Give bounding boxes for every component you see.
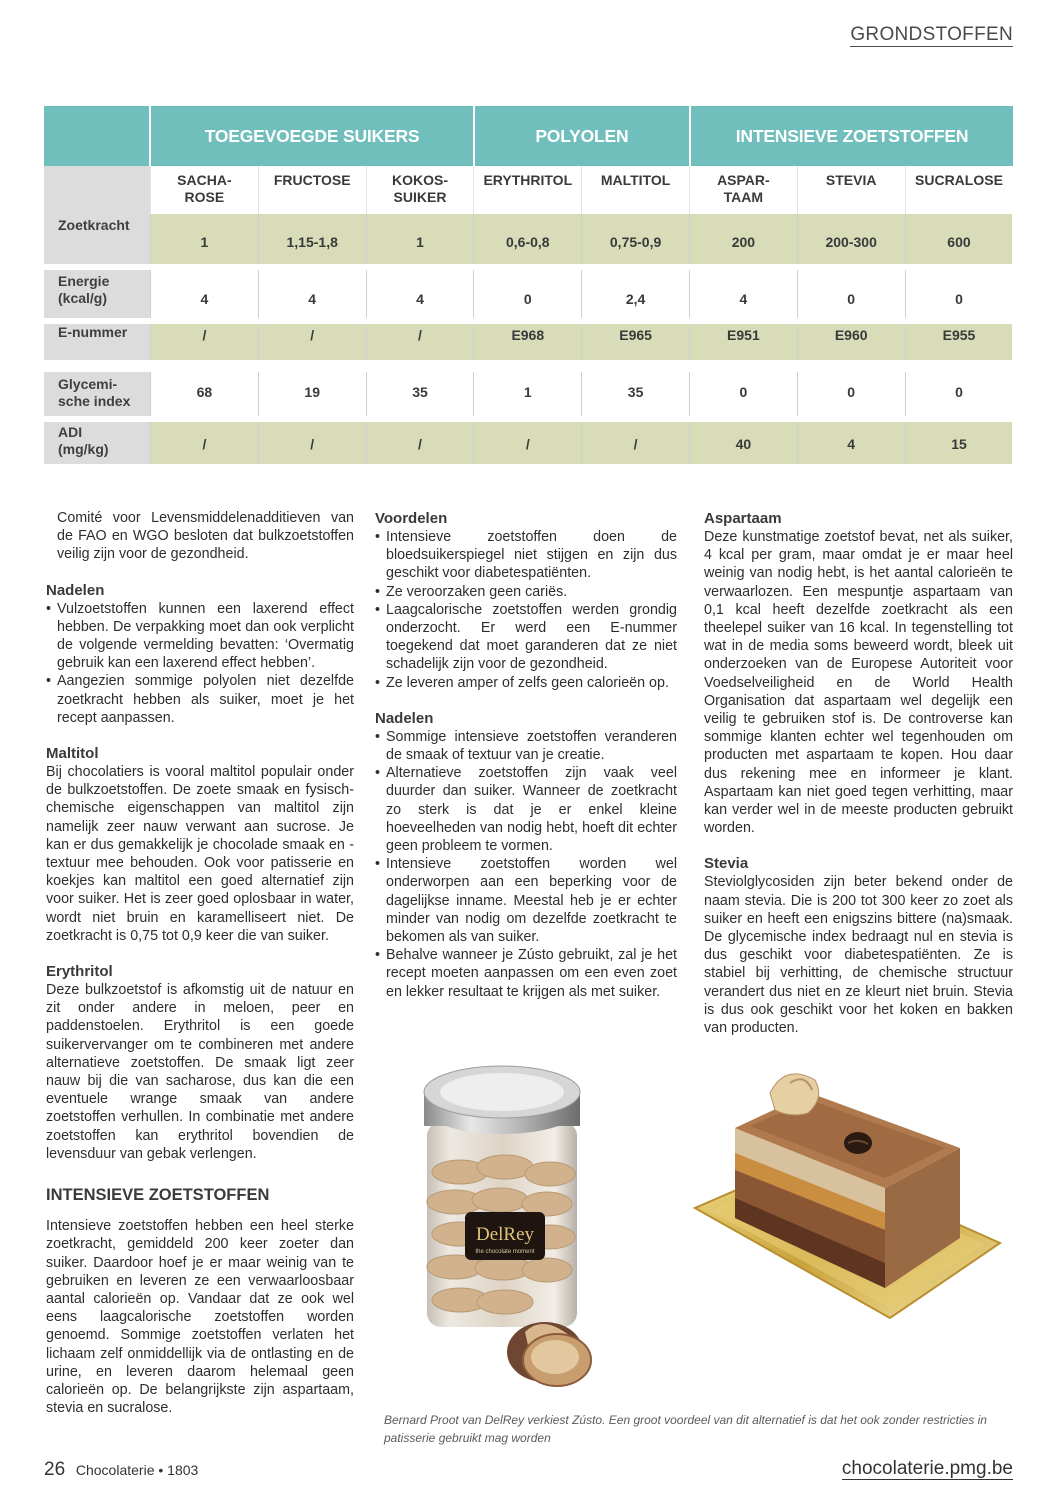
table-cell: / [150,324,258,360]
heading-intensieve-zoetstoffen: INTENSIEVE ZOETSTOFFEN [46,1186,270,1205]
heading-aspartaam: Aspartaam [704,510,782,527]
section-label: GRONDSTOFFEN [850,24,1013,45]
table-cell: 35 [366,372,474,416]
table-cell: / [258,324,366,360]
heading-maltitol: Maltitol [46,745,99,763]
list-item: • Aangezien sommige polyolen niet dezelfde zoetkracht hebben als suiker, moet je het recept aanpassen. [46,672,354,727]
table-cell: / [258,422,366,464]
column-header: FRUCTOSE [258,166,366,214]
stevia-paragraph: Steviolglycosiden zijn beter bekend onder de naam stevia. Die is 200 tot 300 keer zo zoet als suiker en heeft een enigszins bittere (na)smaak. De glycemische index bedraagt nul en stevia is dus geschikt voor diabetespatiënten. Ze is stabiel bij verhitting, de chemische structuur verandert dus niet en ze kleurt niet bruin. Stevia is dus ook geschikt voor het koken en bakken van producten. [704,874,1013,1037]
table-cell: 15 [905,422,1013,464]
column-header: SUCRALOSE [905,166,1013,214]
list-item: • Behalve wanneer je Zústo gebruikt, zal je het recept moeten aanpassen om een even zoet en lekker resultaat te krijgen als met suiker. [375,946,677,1001]
heading-voordelen: Voordelen [375,510,448,527]
table-cell: 4 [366,270,474,318]
list-item: • Intensieve zoetstoffen worden wel onderworpen aan een beperking voor de dagelijkse inname. Meestal heb je er echter minder van nodig om dezelfde zoetkracht te bekomen als van suiker. [375,855,677,946]
table-cell: / [150,422,258,464]
footer-url-link[interactable]: chocolaterie.pmg.be [841,1458,1013,1479]
table-cell: 4 [258,270,366,318]
heading-erythritol: Erythritol [46,963,113,981]
footer-left [44,1459,198,1481]
jar-label-brand: DelRey [475,1224,535,1245]
table-cell: 200 [689,214,797,264]
page-number: 26 [44,1459,66,1480]
voordelen-list [375,528,677,692]
table-cell: 0 [797,372,905,416]
row-label: Zoetkracht [44,214,150,264]
table-column-header [44,166,1013,214]
row-label: E-nummer [44,324,150,360]
table-row [44,372,1013,416]
table-row [44,214,1013,264]
table-cell: 0 [905,270,1013,318]
table-cell: 0 [797,270,905,318]
table-cell: 1 [366,214,474,264]
table-row [44,324,1013,360]
table-row [44,422,1013,464]
heading-nadelen: Nadelen [46,581,105,599]
nadelen-list [46,600,354,727]
list-item: • Alternatieve zoetstoffen zijn vaak veel duurder dan suiker. Wanneer de zoetkracht zo sterk is dat je er enkel kleine hoeveelheden van nodig hebt, hoeft dit echter geen probleem te vormen. [375,764,677,855]
row-label: Energie (kcal/g) [44,270,150,318]
table-cell: 4 [150,270,258,318]
intro-paragraph: Comité voor Levensmiddelenadditieven van de FAO en WGO besloten dat bulkzoetstoffen veilig zijn voor de gezondheid. [57,510,354,563]
text-column-3 [704,509,1013,1037]
list-item: • Laagcalorische zoetstoffen werden grondig onderzocht. Er werd een E-nummer toegekend dat moet garanderen dat ze niet schadelijk zijn voor de gezondheid. [375,601,677,674]
table-cell: 0 [689,372,797,416]
table-cell: / [366,422,474,464]
table-cell: E968 [473,324,581,360]
column-header: KOKOS- SUIKER [366,166,474,214]
sweetener-comparison-table [44,106,1013,464]
table-cell: 4 [689,270,797,318]
table-cell: / [473,422,581,464]
jar-label-tagline: the chocolate moment [475,1249,535,1255]
column-header: STEVIA [797,166,905,214]
list-item: • Ze leveren amper of zelfs geen calorieën op. [375,674,677,692]
heading-stevia: Stevia [704,855,749,873]
heading-nadelen-2: Nadelen [375,709,434,727]
table-cell: 68 [150,372,258,416]
group-header-intense-sweeteners: INTENSIEVE ZOETSTOFFEN [689,106,1013,166]
column-header: SACHA- ROSE [150,166,258,214]
column-header: ASPAR- TAAM [689,166,797,214]
erythritol-paragraph: Deze bulkzoetstof is afkomstig uit de natuur en zit onder andere in meloen, peer en paddenstoelen. Erythritol is een goede suikervervanger om te combineren met andere alternatieve zoetstoffen. De smaak ligt zeer nauw bij die van sacharose, dus kan die een eventuele wrange smaak van andere zoetstoffen verhullen. In combinatie met andere zoetstoffen kan erythritol bovendien de levensduur van gebak verlengen. [46,982,354,1162]
maltitol-paragraph: Bij chocolatiers is vooral maltitol populair onder de bulkzoetstoffen. De zoete smaak en fysisch-chemische eigenschappen van maltitol zijn namelijk zeer nauw verwant aan sucrose. Je kan er dus gemakkelijk je chocolade smaak en -textuur mee behouden. Ook voor patisserie en koekjes kan maltitol een goed alternatief zijn voor suiker. Het is zeer goed oplosbaar in water, wordt niet bruin en karamelliseert niet. De zoetkracht is 0,75 tot 0,9 keer die van suiker. [46,764,354,944]
text-column-1 [46,509,354,1417]
row-label: Glycemi- sche index [44,372,150,416]
table-cell: 35 [581,372,689,416]
table-cell: 0,6-0,8 [473,214,581,264]
group-header-added-sugars: TOEGEVOEGDE SUIKERS [149,106,472,166]
cookie-jar-photo [405,1062,610,1392]
table-cell: 40 [689,422,797,464]
group-header-polyols: POLYOLEN [473,106,689,166]
cake-photo [690,1068,1005,1368]
table-cell: 1 [150,214,258,264]
table-cell: / [366,324,474,360]
list-item: • Intensieve zoetstoffen doen de bloedsuikerspiegel niet stijgen en zijn dus geschikt voor diabetespatiënten. [375,528,677,583]
magazine-issue: Chocolaterie • 1803 [75,1462,199,1478]
table-cell: 2,4 [581,270,689,318]
photo-caption: Bernard Proot van DelRey verkiest Zústo. Een groot voordeel van dit alternatief is dat het ook zonder restricties in patisserie gebruikt mag worden [384,1413,987,1445]
table-cell: / [581,422,689,464]
text-column-2 [375,509,677,1001]
table-cell: 19 [258,372,366,416]
table-cell: 600 [905,214,1013,264]
table-cell: 4 [797,422,905,464]
table-cell: 1 [473,372,581,416]
nadelen-list-2 [375,728,677,1001]
table-cell: 1,15-1,8 [258,214,366,264]
table-cell: 200-300 [797,214,905,264]
list-item: • Vulzoetstoffen kunnen een laxerend effect hebben. De verpakking moet dan ook verplicht de volgende vermelding bevatten: ‘Overmatig gebruik kan een laxerend effect hebben’. [46,600,354,673]
row-label: ADI (mg/kg) [44,422,150,464]
column-header: MALTITOL [581,166,689,214]
list-item: • Sommige intensieve zoetstoffen veranderen de smaak of textuur van je creatie. [375,728,677,764]
table-cell: E955 [905,324,1013,360]
table-cell: 0 [473,270,581,318]
table-cell: E951 [689,324,797,360]
aspartaam-paragraph: Deze kunstmatige zoetstof bevat, net als suiker, 4 kcal per gram, maar omdat je er maar heel weinig van nodig hebt, is het aantal calorieën te verwaarlozen. Een mespuntje aspartaam van 0,1 kcal heeft dezelfde zoetkracht als een theelepel suiker van 16 kcal. In tegenstelling tot wat in de media soms beweerd wordt, bleek uit onderzoeken van de Europese Autoriteit voor Voedselveiligheid en de World Health Organisation dat aspartaam wel degelijk een veilig te gebruiken stof is. De controverse kan sommige klanten echter wel tegenhouden om producten met aspartaam te kopen. Hou daar dus rekening mee en informeer je klant. Aspartaam kan niet goed tegen verhitting, maar kan verder wel in de meeste producten gebruikt worden. [704,529,1013,837]
column-header: ERYTHRITOL [473,166,581,214]
table-cell: 0,75-0,9 [581,214,689,264]
list-item: • Ze veroorzaken geen cariës. [375,583,677,601]
table-cell: 0 [905,372,1013,416]
table-row [44,270,1013,318]
table-group-header [44,106,1013,166]
intensieve-paragraph: Intensieve zoetstoffen hebben een heel sterke zoetkracht, gemiddeld 200 keer zoeter dan suiker. Daardoor hoef je er maar weinig van te gebruiken en leveren ze een verwaarloosbaar aantal calorieën op. Vandaar dat ze ook wel eens laagcalorische zoetstoffen worden genoemd. Sommige zoetstoffen verlaten het lichaam zelf onmiddellijk via de ontlasting en de urine, en leveren daarom helemaal geen calorieën op. De belangrijkste zijn aspartaam, stevia en sucralose. [46,1218,354,1417]
table-cell: E965 [581,324,689,360]
table-cell: E960 [797,324,905,360]
